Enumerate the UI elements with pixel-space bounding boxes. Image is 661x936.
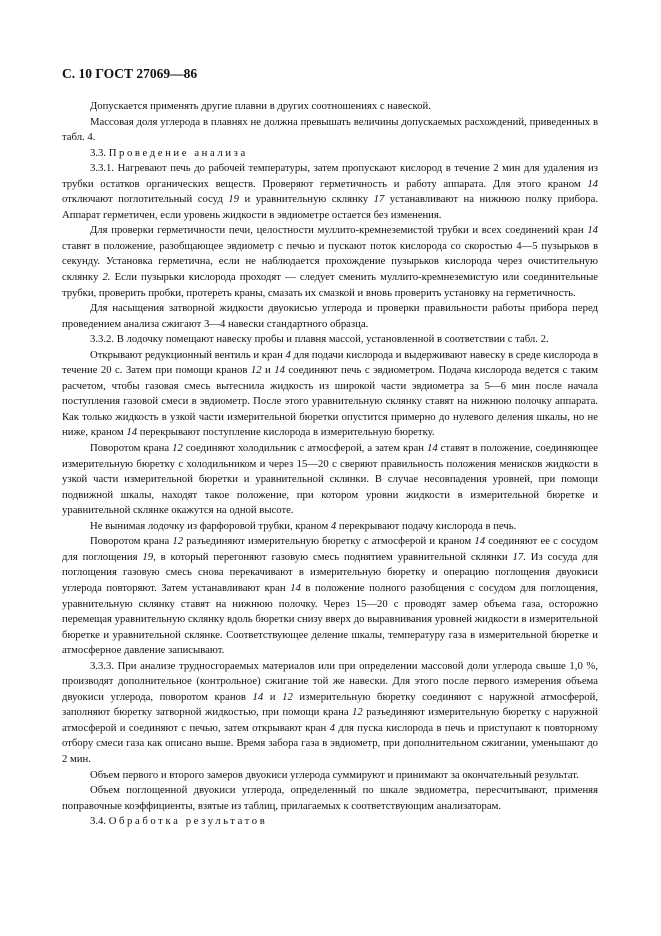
item-reference: 4: [330, 519, 337, 532]
section-heading: [62, 146, 598, 162]
paragraph: 3.3.2. В лодочку помещают навеску пробы и плавня массой, установленной в соответствии с табл. 2.: [90, 333, 549, 346]
paragraph: Для насыщения затворной жидкости двуокисью углерода и проверки правильности работы прибора перед проведением анализа сжигают 3—4 навески стандартного образца.: [62, 302, 598, 330]
item-reference: 14: [587, 177, 598, 190]
paragraph: Поворотом крана 12 разъединяют измерительную бюретку с атмосферой и краном 14 соединяют ее с сосудом для поглощения 19, в который перегоняют газовую смесь поднятием уравнительной склянки 17. Из сосуда для поглощения газовую смесь снова перекачивают в измерительную бюретку и операцию поглощения двуокиси углерода повторяют. Затем устанавливают кран 14 в положение полного разобщения с сосудом для поглощения, уравнительную склянку ставят на нижнюю полочку. Через 15—20 с проводят замер объема газа, осторожно перемещая уравнительную склянку вдоль бюретки снизу вверх до выравнивания уровней жидкости в измерительной бюретке и уравнительной склянке. Соответствующее деление шкалы, температуру газа в измерительной бюретке и атмосферное давление записывают.: [62, 535, 599, 657]
item-reference: 14: [426, 442, 438, 455]
paragraph: Допускается применять другие плавни в других соотношениях с навеской.: [90, 100, 431, 112]
section-heading: [62, 814, 598, 830]
paragraph: Массовая доля углерода в плавнях не должна превышать величины допускаемых расхождений, приведенных в табл. 4.: [62, 115, 598, 144]
paragraph: Поворотом крана 12 соединяют холодильник с атмосферой, а затем кран 14 ставят в положение, соединяющее измерительную бюретку с холодильником и через 15—20 с сверяют правильность положения менисков жидкости в узкой части измерительной бюретки и уравнительной склянки. В случае несовпадения уровней, при помощи подвижной шкалы, находят такое положение, при котором уровни жидкости в измерительной бюретке и уравнительной склянке окажутся на одной высоте.: [62, 442, 598, 517]
section-title: Проведение анализа: [108, 146, 248, 159]
section-number: 3.3.: [90, 146, 109, 159]
paragraph: Открывают редукционный вентиль и кран 4 для подачи кислорода и выдерживают навеску в среде кислорода в течение 20 с. Затем при помощи кранов 12 и 14 соединяют печь с эвдиометром. Подача кислорода ведется с таким расчетом, чтобы газовая смесь вытеснила жидкость из широкой части эвдиометра за 5—6 мин после начала поступления газовой смеси в эвдиометр. После этого уравнительную склянку ставят на нижнюю полочку аппарата. Как только жидкость в узкой части измерительной бюретки опустится примерно до нулевого деления шкалы, но не ниже, краном 14 перекрывают поступление кислорода в измерительную бюретку.: [62, 348, 599, 439]
paragraph: 3.3.1. Нагревают печь до рабочей температуры, затем пропускают кислород в течение 2 мин для удаления из трубки остатков органических веществ. Проверяют герметичность и работу аппарата. Для этого краном 14 отключают поглотительный сосуд 19 и уравнительную склянку 17 устанавливают на нижнюю полку прибора. Аппарат герметичен, если уровень жидкости в эвдиометре остается без изменения.: [62, 162, 598, 221]
paragraph: Для проверки герметичности печи, целостности муллито-кремнеземистой трубки и всех соединений кран 14 ставят в положение, разобщающее эвдиометр с печью и пускают поток кислорода со скоростью 4—5 пузырьков в секунду. Установка герметична, если не наблюдается прохождение пузырьков кислорода через очистительную склянку 2. Если пузырьки кислорода проходят — следует сменить муллито-кремнеземистую или соединительные трубки, проверить пробки, протереть краны, смазать их смазкой и вновь проверить установку на герметичность.: [62, 224, 599, 299]
section-title: Обработка результатов: [108, 815, 268, 828]
paragraph: 3.3.3. При анализе трудносгораемых материалов или при определении массовой доли углерода свыше 1,0 %, производят дополнительное (контрольное) сжигание той же навески. Для этого после первого измерения объема двуокиси углерода, поворотом кранов 14 и 12 измерительную бюретку соединяют с наружной атмосферой, заполняют бюретку затворной жидкостью, при помощи крана 12 разъединяют измерительную бюретку с наружной атмосферой и соединяют с печью, затем открывают кран 4 для пуска кислорода в печь и приступают к повторному отбору смеси газа как описано выше. Время забора газа в эвдиометр, при дополнительном сжигании, уменьшают до 2 мин.: [62, 659, 599, 765]
item-reference: 14: [587, 224, 598, 237]
page-header: С. 10 ГОСТ 27069—86: [62, 66, 198, 81]
item-reference: 19: [142, 550, 154, 563]
item-reference: 12: [250, 364, 262, 377]
paragraph: Объем первого и второго замеров двуокиси углерода суммируют и принимают за окончательный результат.: [90, 768, 579, 781]
item-reference: 17: [373, 193, 385, 206]
item-reference: 17.: [512, 550, 526, 563]
section-number: 3.4.: [90, 815, 109, 828]
item-reference: 14: [474, 535, 486, 548]
item-reference: 19: [228, 193, 239, 206]
item-reference: 12: [172, 442, 183, 455]
paragraph: Объем поглощенной двуокиси углерода, определенный по шкале эвдиометра, пересчитывают, применяя поправочные коэффициенты, взятые из таблиц, прилагаемых к соответствующим анализаторам.: [62, 784, 598, 812]
item-reference: 4: [285, 348, 291, 361]
body-text: [62, 99, 598, 830]
item-reference: 14: [274, 364, 285, 377]
item-reference: 2.: [102, 271, 111, 284]
item-reference: 14: [252, 690, 264, 703]
item-reference: 12: [352, 706, 363, 719]
item-reference: 12: [282, 690, 293, 703]
item-reference: 14: [290, 581, 301, 594]
paragraph: Не вынимая лодочку из фарфоровой трубки, краном 4 перекрывают подачу кислорода в печь.: [90, 519, 517, 532]
item-reference: 4: [329, 721, 335, 734]
item-reference: 14: [126, 426, 138, 439]
item-reference: 12: [172, 535, 184, 548]
